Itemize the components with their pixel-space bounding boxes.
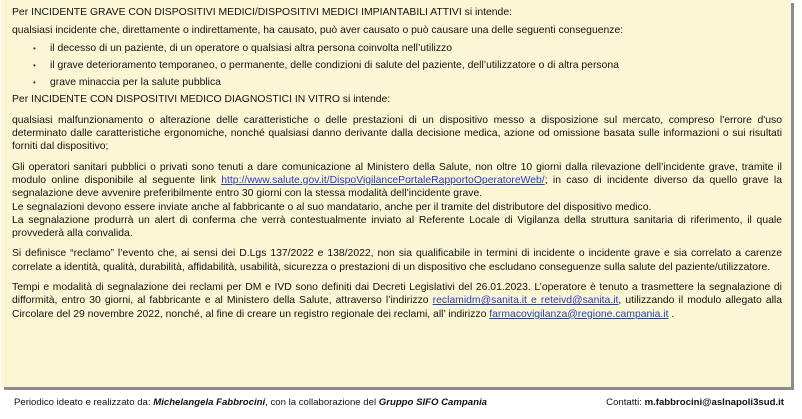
section2-body: qualsiasi malfunzionamento o alterazione delle caratteristiche o delle prestazioni di un dispositivo messo a disposizione sul mercato, compreso l'errore d'uso determinato dalle caratteristiche ergonomiche, nonché qualsiasi danno derivante dalla decisione medica, azione od omissione basata sulle informazioni o sui risultati forniti dal dispositivo; [12, 114, 782, 153]
section5-text-2: , utilizzando il modulo allegato alla Circolare del 29 novembre 2022, nonché, al fine di creare un registro regionale dei reclami, all’ indirizzo [12, 295, 783, 320]
section1-intro: qualsiasi incidente che, direttamente o indirettamente, ha causato, può aver causato o può causare una delle seguenti conseguenze: [12, 25, 624, 37]
footer-credits [14, 397, 487, 409]
footer-contact-label: Contatti: [606, 397, 645, 408]
section3-text-before-link: Gli operatori sanitari pubblici o privati sono tenuti a dare comunicazione al Ministero della Salute, non oltre 10 giorni dalla rilevazione dell’incidente grave, tramite il modulo online disponibile al seguente link [12, 161, 782, 186]
bullet-icon: • [33, 60, 36, 70]
newsletter-content [12, 6, 782, 321]
farmacovigilanza-email-link[interactable]: farmacovigilanza@regione.campania.it [489, 308, 669, 320]
footer [14, 397, 784, 409]
section2-heading: Per INCIDENTE CON DISPOSITIVI MEDICO DIAGNOSTICI IN VITRO si intende: [12, 94, 391, 106]
section5-text-1: Tempi e modalità di segnalazione dei reclami per DM e IVD sono definiti dai Decreti Legislativi del 26.01.2023. L’operatore è tenuto a trasmettere la segnalazione di difformità, entro 30 giorni, al fabbricante e al Ministero della Salute, attraverso l’indirizzo [12, 282, 782, 307]
section5-body [12, 281, 782, 321]
section5-text-3: . [668, 308, 675, 320]
ministry-portal-link[interactable]: http://www.salute.gov.it/DispoVigilancePortaleRapportoOperatoreWeb/ [221, 174, 545, 186]
footer-group: Gruppo SIFO Campania [378, 397, 487, 408]
footer-prefix: Periodico ideato e realizzato da: [14, 397, 154, 408]
list-item-text: grave minaccia per la salute pubblica [50, 77, 221, 89]
reclami-email-link[interactable]: reclamidm@sanita.it e reteivd@sanita.it [432, 295, 619, 307]
list-item [12, 76, 782, 89]
list-item [12, 59, 782, 72]
section3-paragraph-3: La segnalazione produrrà un alert di conferma che verrà contestualmente inviato al Referente Locale di Vigilanza della struttura sanitaria di riferimento, il quale provvederà alla convalida. [12, 214, 782, 240]
section3-text-after-link: ; in caso di incidente diverso da quello grave la segnalazione deve avvenire preferibilmente entro 30 giorni con la stessa modalità dell’incidente grave. [12, 174, 782, 200]
section3-paragraph-1 [12, 161, 782, 201]
list-item-text: il decesso di un paziente, di un operatore o qualsiasi altra persona coinvolta nell’utilizzo [50, 42, 453, 54]
section4-body: Si definisce “reclamo” l’evento che, ai sensi dei D.Lgs 137/2022 e 138/2022, non sia qualificabile in termini di incidente o incidente grave e sia correlato a carenze correlate a identità, qualità, durabilità, affidabilità, usabilità, sicurezza o prestazioni di un dispositivo che escludano conseguenze sulla salute del paziente/utilizzatore. [12, 248, 782, 273]
footer-middle: , con la collaborazione del [265, 397, 379, 408]
footer-author: Michelangela Fabbrocini [153, 397, 266, 408]
section1-heading: Per INCIDENTE GRAVE CON DISPOSITIVI MEDICI/DISPOSITIVI MEDICI IMPIANTABILI ATTIVI si intende: [12, 7, 513, 18]
bullet-icon: • [33, 43, 36, 53]
list-item-text: il grave deterioramento temporaneo, o permanente, delle condizioni di salute del paziente, dell’utilizzatore o di altra persona [50, 59, 619, 71]
footer-contact [606, 397, 784, 409]
section3-paragraph-2: Le segnalazioni devono essere inviate anche al fabbricante o al suo mandatario, anche per il tramite del distributore del dispositivo medico. [12, 201, 652, 213]
footer-contact-email[interactable]: m.fabbrocini@aslnapoli3sud.it [644, 397, 784, 408]
consequences-list [12, 42, 782, 90]
bullet-icon: • [33, 78, 36, 88]
list-item [12, 42, 782, 55]
